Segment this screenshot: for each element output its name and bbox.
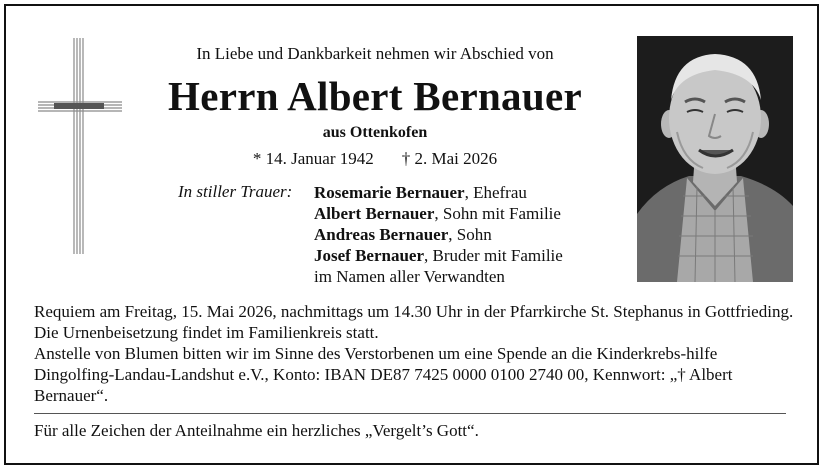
mourner-name: Andreas Bernauer: [314, 225, 449, 244]
mourner-name: Josef Bernauer: [314, 246, 425, 265]
mourner-relation: , Sohn: [448, 225, 492, 244]
mourners-closing: im Namen aller Verwandten: [314, 267, 505, 286]
mourner-entry: [314, 245, 563, 266]
portrait-photo: [637, 36, 793, 282]
mourning-label: In stiller Trauer:: [178, 182, 293, 201]
mourner-relation: , Sohn mit Familie: [434, 204, 561, 223]
requiem-paragraph: Requiem am Freitag, 15. Mai 2026, nachmittags um 14.30 Uhr in der Pfarrkirche St. Stephanus in Gottfrieding. Die Urnenbeisetzung findet im Familienkreis statt.: [34, 302, 794, 342]
mourner-entry: [314, 182, 563, 203]
mourner-entry: [314, 203, 563, 224]
mourner-relation: , Bruder mit Familie: [424, 246, 563, 265]
life-dates: [160, 149, 590, 169]
thanks-text: Für alle Zeichen der Anteilnahme ein herzliches „Vergelt’s Gott“.: [34, 421, 479, 440]
death-date: † 2. Mai 2026: [401, 149, 498, 168]
cross-icon: [34, 36, 126, 256]
deceased-name: Herrn Albert Bernauer: [168, 73, 582, 119]
mourner-name: Rosemarie Bernauer: [314, 183, 465, 202]
mourner-relation: , Ehefrau: [464, 183, 527, 202]
mourner-entry: [314, 224, 563, 245]
divider: [34, 413, 786, 414]
notice-body: [34, 301, 794, 406]
deceased-origin: aus Ottenkofen: [322, 124, 428, 141]
birth-date: * 14. Januar 1942: [252, 149, 374, 168]
mourner-name: Albert Bernauer: [314, 204, 435, 223]
donation-paragraph: Anstelle von Blumen bitten wir im Sinne des Verstorbenen um eine Spende an die Kinderkrebs-hilfe Dingolfing-Landau-Landshut e.V., Konto: IBAN DE87 7425 0000 0100 2740 00, Kennwort: „† Albert Bernauer“.: [34, 344, 733, 405]
mourners-list: [314, 182, 563, 287]
intro-text: In Liebe und Dankbarkeit nehmen wir Abschied von: [196, 44, 554, 63]
